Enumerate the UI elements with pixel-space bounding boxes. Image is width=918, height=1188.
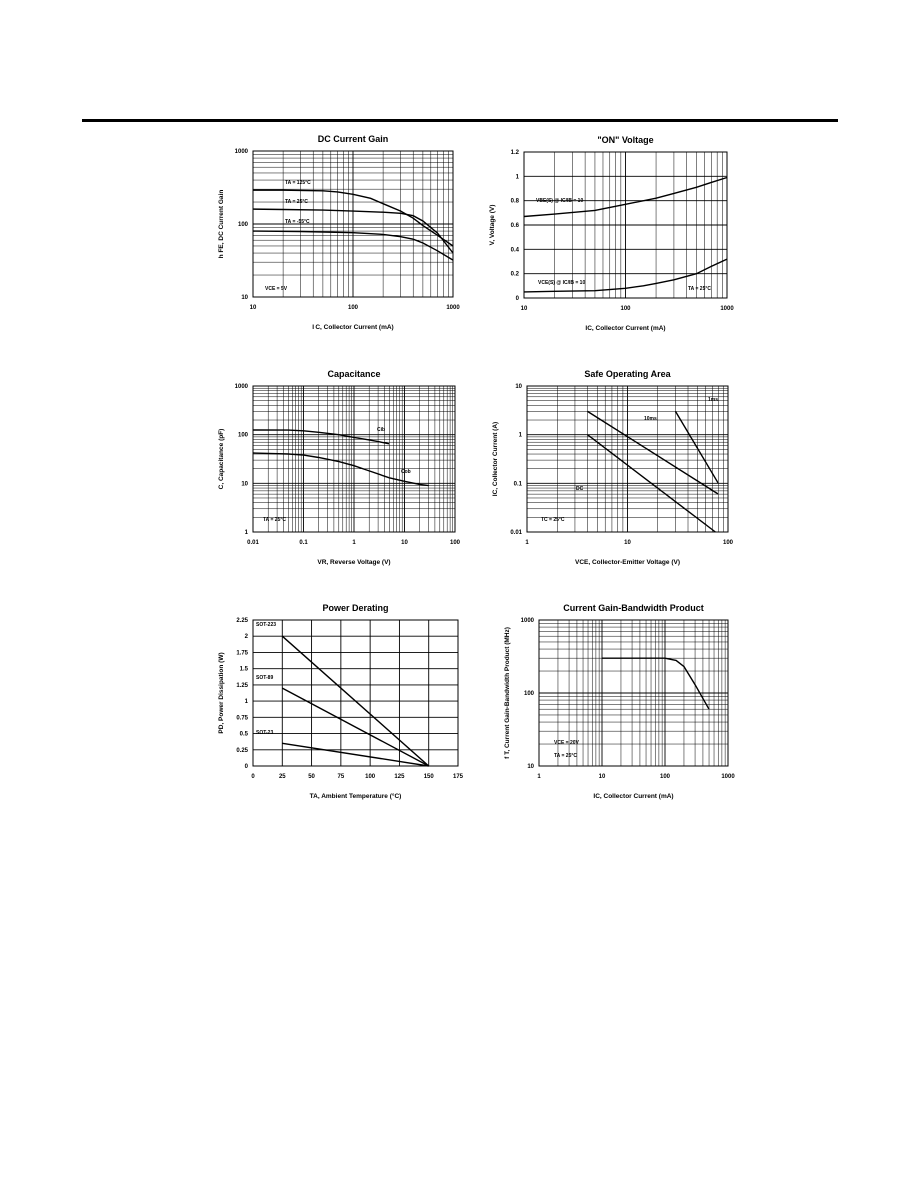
x-tick-label: 1000 [721,774,735,780]
x-tick-label: 100 [620,306,631,312]
chart-title: Power Derating [322,603,389,613]
x-tick-label: 10 [624,540,631,546]
x-tick-label: 0.1 [299,540,308,546]
y-tick-label: 10 [527,764,534,770]
x-axis-label: TA, Ambient Temperature (°C) [309,793,402,800]
y-axis-label: C, Capacitance (pF) [218,428,225,490]
x-tick-label: 10 [401,540,408,546]
x-tick-label: 10 [520,306,528,312]
safe-operating-area-chart [470,363,750,573]
series-label: TA = 25°C [285,199,308,205]
x-tick-label: 10 [598,774,606,780]
y-tick-label: 0.75 [236,715,248,722]
series-label: SOT-89 [256,675,274,681]
dc-current-gain-chart [190,128,470,338]
series-label: DC [576,486,584,492]
chart-annotation: VCE = 20V [554,740,579,746]
chart-annotation: TC = 25°C [541,517,565,523]
y-tick-label: 1 [518,432,522,439]
y-tick-label: 10 [241,481,248,488]
y-axis-label: V, Voltage (V) [489,204,496,246]
x-tick-label: 100 [722,540,734,546]
x-tick-label: 100 [659,774,671,780]
series-label: SOT-223 [256,622,277,628]
y-tick-label: 100 [237,432,248,439]
x-tick-label: 1 [525,540,529,546]
y-axis-label: PD, Power Dissipation (W) [218,652,225,734]
x-axis-label: I C, Collector Current (mA) [312,324,394,331]
y-tick-label: 1000 [234,384,248,390]
y-tick-label: 1.25 [236,682,248,689]
chart-title: Capacitance [327,369,381,379]
y-axis-label: IC, Collector Current (A) [492,421,499,497]
y-tick-label: 1 [244,699,248,706]
x-axis-label: IC, Collector Current (mA) [585,325,666,332]
series-label: SOT-23 [256,730,274,736]
y-tick-label: 1 [515,174,519,181]
x-axis-label: VR, Reverse Voltage (V) [317,559,391,566]
y-tick-label: 0.8 [510,198,519,205]
y-tick-label: 100 [237,222,248,228]
series-label: TA = -55°C [285,219,310,225]
x-tick-label: 50 [308,774,315,780]
y-tick-label: 0 [244,764,248,770]
y-tick-label: 1.75 [236,650,248,657]
y-tick-label: 2 [244,634,248,641]
x-tick-label: 1000 [446,305,460,311]
x-tick-label: 0.01 [247,540,259,546]
y-tick-label: 0.1 [513,481,522,488]
x-tick-label: 100 [365,774,376,780]
y-tick-label: 10 [515,384,522,390]
chart-annotation: VCE = 5V [265,286,288,292]
series-label: VCE(S) @ IC/IB = 10 [538,280,586,286]
y-tick-label: 100 [523,691,534,697]
y-tick-label: 0 [515,296,519,302]
x-tick-label: 125 [394,774,405,780]
y-tick-label: 10 [241,295,248,301]
y-tick-label: 2.25 [236,618,248,624]
x-tick-label: 1 [537,774,541,780]
power-derating-chart [190,597,470,807]
gain-bandwidth-chart [470,597,750,807]
x-axis-label: VCE, Collector-Emitter Voltage (V) [575,559,680,566]
x-tick-label: 25 [278,774,286,780]
x-tick-label: 10 [249,305,257,311]
series-label: TA = 125°C [285,180,311,186]
y-tick-label: 0.01 [510,530,522,536]
on-voltage-chart [470,128,750,338]
series-line [676,411,719,483]
chart-annotation: TA = 25°C [688,286,711,292]
series-label: 10ms [644,416,657,422]
capacitance-chart [190,363,470,573]
series-label: Cob [401,469,411,475]
y-axis-label: f T, Current Gain-Bandwidth Product (MHz) [504,627,511,759]
series-label: 1ms [708,397,719,403]
header-rule [82,119,838,122]
y-tick-label: 0.25 [236,747,248,754]
y-tick-label: 1.5 [239,666,248,673]
chart-annotation: TA = 25°C [554,753,577,759]
y-tick-label: 0.2 [510,271,519,278]
x-tick-label: 1 [352,540,356,546]
y-tick-label: 1000 [520,618,534,624]
y-tick-label: 1000 [234,149,248,155]
y-tick-label: 1 [244,530,248,536]
chart-title: Current Gain-Bandwidth Product [563,603,704,613]
y-tick-label: 0.5 [239,731,248,738]
y-tick-label: 1.2 [510,150,519,156]
x-axis-label: IC, Collector Current (mA) [593,793,674,800]
x-tick-label: 1000 [720,306,734,312]
x-tick-label: 100 [449,540,461,546]
series-line [588,411,719,494]
series-line [602,658,709,709]
y-axis-label: h FE, DC Current Gain [218,189,225,259]
series-label: Cib [377,427,386,433]
chart-annotation: TA = 25°C [263,517,286,523]
x-tick-label: 100 [347,305,359,311]
x-tick-label: 0 [251,774,255,780]
x-tick-label: 175 [452,774,464,780]
y-tick-label: 0.4 [510,247,519,254]
y-tick-label: 0.6 [510,223,519,229]
chart-title: "ON" Voltage [597,135,654,145]
series-label: VBE(S) @ IC/IB = 10 [536,198,584,204]
chart-title: DC Current Gain [317,134,389,144]
x-tick-label: 150 [423,774,434,780]
x-tick-label: 75 [337,774,345,780]
chart-title: Safe Operating Area [584,369,671,379]
